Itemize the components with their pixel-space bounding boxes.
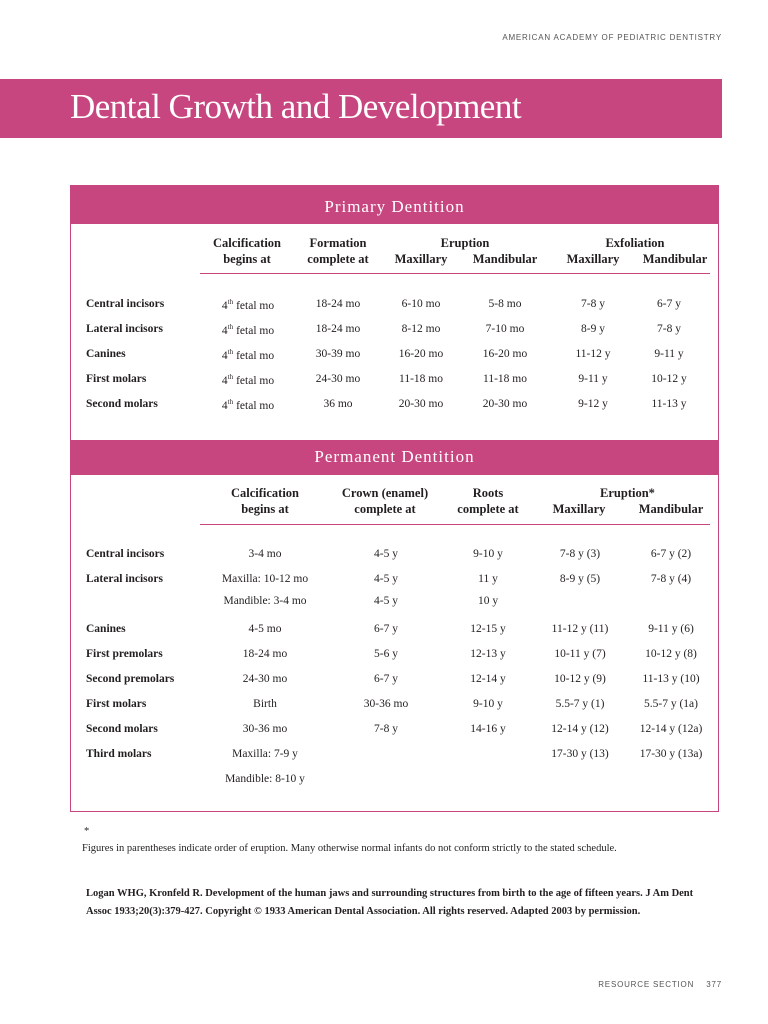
permanent-row-label: Central incisors: [86, 548, 165, 560]
title-band: [0, 79, 722, 138]
primary-calcification-cell: [222, 348, 274, 362]
primary-exf_max-cell: 8-9 y: [581, 323, 605, 335]
footnote-text: Figures in parentheses indicate order of eruption. Many otherwise normal infants do not conform strictly to the stated schedule.: [82, 843, 617, 854]
primary-calcification-cell: [222, 398, 274, 412]
calc-number: 4: [221, 324, 228, 337]
calc-number: 4: [221, 374, 228, 387]
permanent-erupt_max-cell: 12-14 y (12): [551, 723, 609, 735]
permanent-roots-cell: 9-10 y: [473, 698, 503, 710]
primary-row-label: Canines: [86, 348, 126, 360]
primary-erupt_man-cell: 7-10 mo: [485, 323, 525, 335]
permanent-erupt_max-cell: 7-8 y (3): [559, 548, 601, 560]
primary-formation-cell: 18-24 mo: [315, 298, 361, 310]
primary-header-exfoliation-maxillary: Maxillary: [566, 252, 620, 266]
permanent-header-roots: Roots complete at: [457, 486, 519, 516]
permanent-crown-cell: 30-36 mo: [363, 698, 409, 710]
primary-exf_man-cell: 6-7 y: [657, 298, 681, 310]
calc-unit: fetal mo: [236, 349, 275, 362]
primary-erupt_man-cell: 11-18 mo: [483, 373, 527, 385]
primary-erupt_max-cell: 8-12 mo: [401, 323, 441, 335]
permanent-erupt_max-cell: 5.5-7 y (1): [555, 698, 605, 710]
primary-erupt_man-cell: 20-30 mo: [482, 398, 528, 410]
permanent-crown-cell: 6-7 y: [374, 673, 398, 685]
permanent-calc-cell: Mandible: 3-4 mo: [223, 595, 307, 607]
permanent-row-label: First premolars: [86, 648, 163, 660]
permanent-roots-cell: 12-14 y: [470, 673, 506, 685]
permanent-crown-cell: 6-7 y: [374, 623, 398, 635]
primary-exf_max-cell: 11-12 y: [575, 348, 611, 360]
primary-formation-cell: 18-24 mo: [315, 323, 361, 335]
primary-erupt_max-cell: 6-10 mo: [401, 298, 441, 310]
permanent-header-calcification: Calcification begins at: [230, 486, 300, 516]
citation: Logan WHG, Kronfeld R. Development of the human jaws and surrounding structures from birth to the age of fifteen years. J Am Dent Assoc 1933;20(3):379-427. Copyright © 1933 American Dental Association. All rights reserved. Adapted 2003 by permission.: [86, 888, 694, 917]
permanent-row-label: Second premolars: [86, 673, 175, 685]
primary-erupt_man-cell: 5-8 mo: [488, 298, 522, 310]
primary-exf_max-cell: 9-11 y: [578, 373, 608, 385]
primary-exf_man-cell: 10-12 y: [651, 373, 687, 385]
primary-header-rule: [200, 273, 710, 274]
page-number: 377: [706, 980, 722, 989]
permanent-calc-cell: Mandible: 8-10 y: [225, 773, 305, 785]
permanent-calc-cell: 24-30 mo: [242, 673, 288, 685]
permanent-row-label: First molars: [86, 698, 147, 710]
primary-erupt_max-cell: 11-18 mo: [399, 373, 443, 385]
permanent-erupt_man-cell: 5.5-7 y (1a): [644, 698, 698, 710]
primary-calcification-cell: [222, 298, 274, 312]
primary-row-label: Second molars: [86, 398, 158, 410]
primary-formation-cell: 36 mo: [323, 398, 353, 410]
primary-erupt_max-cell: 16-20 mo: [398, 348, 444, 360]
permanent-erupt_max-cell: 8-9 y (5): [559, 573, 601, 585]
primary-header-eruption-maxillary: Maxillary: [394, 252, 448, 266]
calc-superscript: th: [227, 398, 234, 406]
primary-exf_man-cell: 9-11 y: [654, 348, 684, 360]
permanent-calc-cell: 4-5 mo: [248, 623, 282, 635]
permanent-roots-cell: 9-10 y: [473, 548, 503, 560]
calc-number: 4: [221, 399, 228, 412]
permanent-crown-cell: 4-5 y: [374, 548, 398, 560]
page-footer: [598, 980, 722, 989]
calc-superscript: th: [227, 373, 234, 381]
primary-exf_max-cell: 9-12 y: [578, 398, 608, 410]
permanent-dentition-heading: Permanent Dentition: [71, 441, 718, 475]
permanent-header-rule: [200, 524, 710, 525]
permanent-calc-cell: Maxilla: 7-9 y: [232, 748, 298, 760]
primary-header-eruption-mandibular: Mandibular: [472, 252, 538, 266]
permanent-erupt_man-cell: 11-13 y (10): [642, 673, 700, 685]
permanent-crown-cell: 5-6 y: [374, 648, 398, 660]
primary-row-label: First molars: [86, 373, 147, 385]
primary-erupt_man-cell: 16-20 mo: [482, 348, 528, 360]
page-title: Dental Growth and Development: [70, 87, 522, 126]
permanent-calc-cell: 3-4 mo: [248, 548, 282, 560]
permanent-header-eruption: Eruption*: [600, 486, 655, 500]
calc-superscript: th: [227, 298, 234, 306]
footnote-marker: *: [84, 826, 90, 837]
permanent-header-crown: Crown (enamel) complete at: [341, 486, 429, 516]
calc-unit: fetal mo: [236, 374, 275, 387]
primary-calcification-cell: [222, 373, 274, 387]
calc-number: 4: [221, 349, 228, 362]
primary-header-exfoliation: Exfoliation: [605, 236, 665, 250]
calc-superscript: th: [227, 323, 234, 331]
permanent-header-eruption-maxillary: Maxillary: [552, 502, 606, 516]
permanent-erupt_max-cell: 10-11 y (7): [554, 648, 606, 660]
permanent-calc-cell: 18-24 mo: [242, 648, 288, 660]
permanent-row-label: Third molars: [86, 748, 152, 760]
permanent-erupt_max-cell: 11-12 y (11): [551, 623, 609, 635]
permanent-row-label: Canines: [86, 623, 126, 635]
permanent-erupt_man-cell: 7-8 y (4): [650, 573, 692, 585]
permanent-erupt_man-cell: 9-11 y (6): [648, 623, 694, 635]
publisher-header: AMERICAN ACADEMY OF PEDIATRIC DENTISTRY: [502, 33, 722, 42]
primary-formation-cell: 30-39 mo: [315, 348, 361, 360]
permanent-roots-cell: 11 y: [478, 573, 498, 585]
footer-section: RESOURCE SECTION: [598, 980, 695, 989]
primary-erupt_max-cell: 20-30 mo: [398, 398, 444, 410]
permanent-row-label: Lateral incisors: [86, 573, 163, 585]
permanent-roots-cell: 14-16 y: [470, 723, 506, 735]
primary-formation-cell: 24-30 mo: [315, 373, 361, 385]
permanent-calc-cell: 30-36 mo: [242, 723, 288, 735]
primary-header-calcification: Calcification begins at: [212, 236, 282, 266]
permanent-erupt_man-cell: 12-14 y (12a): [639, 723, 703, 735]
primary-header-exfoliation-mandibular: Mandibular: [642, 252, 708, 266]
permanent-crown-cell: 4-5 y: [374, 595, 398, 607]
primary-row-label: Lateral incisors: [86, 323, 163, 335]
permanent-crown-cell: 7-8 y: [374, 723, 398, 735]
permanent-header-eruption-mandibular: Mandibular: [638, 502, 704, 516]
permanent-erupt_max-cell: 17-30 y (13): [551, 748, 609, 760]
permanent-erupt_max-cell: 10-12 y (9): [554, 673, 606, 685]
permanent-erupt_man-cell: 6-7 y (2): [650, 548, 692, 560]
eruption-footnote: [82, 823, 700, 857]
primary-dentition-table: [70, 185, 719, 442]
primary-header-eruption: Eruption: [440, 236, 490, 250]
permanent-erupt_man-cell: 10-12 y (8): [645, 648, 697, 660]
primary-exf_man-cell: 7-8 y: [657, 323, 681, 335]
permanent-roots-cell: 10 y: [477, 595, 499, 607]
permanent-crown-cell: 4-5 y: [374, 573, 398, 585]
calc-superscript: th: [227, 348, 234, 356]
calc-number: 4: [221, 299, 228, 312]
primary-dentition-heading: Primary Dentition: [71, 186, 718, 224]
calc-unit: fetal mo: [236, 399, 275, 412]
calc-unit: fetal mo: [236, 324, 275, 337]
primary-row-label: Central incisors: [86, 298, 165, 310]
primary-header-formation: Formation complete at: [307, 236, 369, 266]
permanent-erupt_man-cell: 17-30 y (13a): [639, 748, 703, 760]
permanent-roots-cell: 12-13 y: [470, 648, 506, 660]
primary-exf_max-cell: 7-8 y: [581, 298, 605, 310]
primary-exf_man-cell: 11-13 y: [651, 398, 687, 410]
calc-unit: fetal mo: [236, 299, 275, 312]
permanent-calc-cell: Birth: [253, 698, 277, 710]
permanent-calc-cell: Maxilla: 10-12 mo: [221, 573, 309, 585]
primary-calcification-cell: [222, 323, 274, 337]
permanent-roots-cell: 12-15 y: [470, 623, 506, 635]
permanent-row-label: Second molars: [86, 723, 158, 735]
